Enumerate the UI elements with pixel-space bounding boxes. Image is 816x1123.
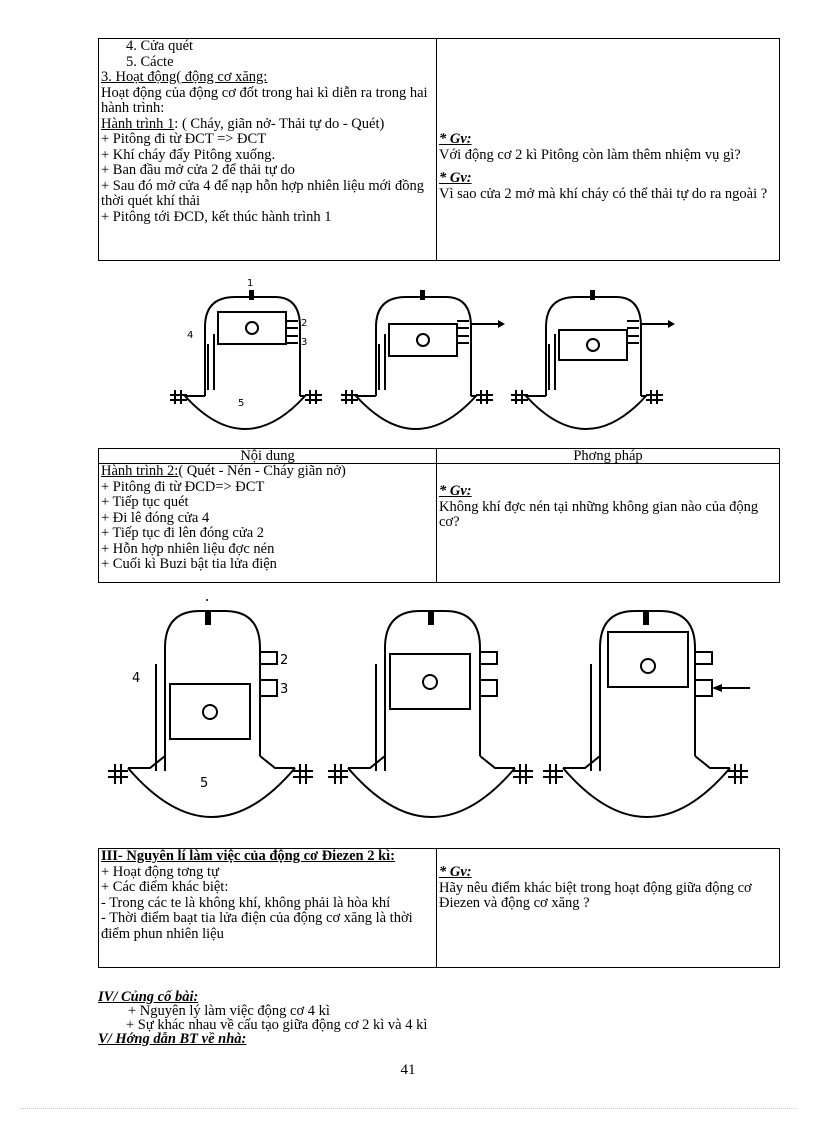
engine-figure-2 bbox=[0, 596, 816, 840]
stroke-label: Hành trình 1 bbox=[101, 115, 175, 132]
page-number: 41 bbox=[400, 1062, 416, 1078]
list-item: + Tiếp tục đi lên đóng cửa 2 bbox=[101, 525, 265, 541]
footer-divider bbox=[20, 1108, 796, 1109]
part-label: 3 bbox=[301, 337, 308, 348]
list-item: + Sự khác nhau về cấu tạo giữa động cơ 2 kì và 4 kì bbox=[126, 1017, 428, 1033]
engine-diagram-small bbox=[0, 272, 816, 442]
teacher-label: * Gv: bbox=[439, 170, 472, 186]
stroke-phases: : ( Cháy, giãn nở- Thải tự do - Quét) bbox=[174, 115, 385, 132]
engine-d bbox=[108, 611, 313, 817]
teacher-question: Không khí đợc nén tại những không gian nào của động cơ? bbox=[439, 498, 762, 530]
engine-b bbox=[341, 297, 498, 429]
content-table-3 bbox=[98, 848, 780, 968]
method-cell bbox=[437, 464, 780, 583]
column-header: Nội dung bbox=[99, 449, 437, 464]
engine-figure-1 bbox=[0, 272, 816, 442]
stroke-description bbox=[101, 464, 434, 480]
list-item: + Hỗn hợp nhiên liệu đợc nén bbox=[101, 540, 275, 557]
part-label: 4 bbox=[187, 330, 194, 341]
teacher-label: * Gv: bbox=[439, 483, 472, 499]
list-item: - Thời điểm baạt tia lửa điện của động cơ xăng là thời điểm phun nhiên liệu bbox=[101, 910, 417, 942]
part-label: 5 bbox=[238, 398, 245, 409]
list-item: + Các điểm khác biệt: bbox=[101, 879, 229, 895]
column-header: Phơng pháp bbox=[437, 449, 780, 464]
engine-diagram-large bbox=[0, 596, 816, 840]
list-item: + Pitông tới ĐCD, kết thúc hành trình 1 bbox=[101, 208, 332, 225]
list-item: + Pitông đi từ ĐCD=> ĐCT bbox=[101, 478, 265, 495]
engine-e bbox=[328, 611, 533, 817]
teacher-label: * Gv: bbox=[439, 864, 472, 880]
list-item: + Cuối kì Buzi bật tia lửa điện bbox=[101, 556, 277, 572]
teacher-question: Vì sao cửa 2 mở mà khí cháy có thể thải tự do ra ngoài ? bbox=[439, 185, 768, 202]
section-heading: 3. Hoạt động( động cơ xăng: bbox=[101, 69, 268, 85]
content-cell bbox=[99, 464, 437, 583]
content-cell bbox=[99, 849, 437, 968]
part-label: 2 bbox=[301, 318, 308, 329]
review-section bbox=[98, 990, 778, 1046]
part-label: 3 bbox=[280, 682, 289, 697]
list-item: 4. Cửa quét bbox=[126, 38, 194, 54]
engine-c bbox=[511, 297, 668, 429]
list-item: + Pitông đi từ ĐCT => ĐCT bbox=[101, 131, 267, 147]
list-item: + Nguyên lý làm việc động cơ 4 kì bbox=[128, 1003, 330, 1019]
stroke-phases: ( Quét - Nén - Cháy giãn nở) bbox=[178, 463, 346, 479]
list-item: + Ban đầu mở cửa 2 để thải tự do bbox=[101, 162, 295, 178]
engine-a bbox=[170, 297, 322, 429]
teacher-label: * Gv: bbox=[439, 131, 472, 147]
part-label: 4 bbox=[132, 671, 141, 686]
stroke-label: Hành trình 2: bbox=[101, 463, 179, 479]
method-cell bbox=[437, 849, 780, 968]
teacher-question: Với động cơ 2 kì Pitông còn làm thêm nhiệm vụ gì? bbox=[439, 146, 741, 163]
list-item: - Trong các te là không khí, không phải là hòa khí bbox=[101, 894, 391, 911]
section-heading: III- Nguyên lí làm việc của động cơ Điezen 2 kì: bbox=[101, 848, 395, 864]
paragraph: Hoạt động của động cơ đốt trong hai kì diễn ra trong hai hành trình: bbox=[101, 84, 432, 116]
section-title: V/ Hớng dẫn BT về nhà: bbox=[98, 1031, 247, 1047]
list-item: 5. Cácte bbox=[126, 53, 174, 70]
part-label: 1 bbox=[247, 278, 254, 289]
list-item: + Sau đó mở cửa 4 để nạp hỗn hợp nhiên liệu mới đồng thời quét khí thải bbox=[101, 177, 428, 209]
list-item: + Đi lê đóng cửa 4 bbox=[101, 509, 210, 526]
list-item: + Khí cháy đẩy Pitông xuống. bbox=[101, 146, 276, 163]
content-cell bbox=[99, 39, 437, 261]
list-item: + Hoạt động tơng tự bbox=[101, 863, 219, 880]
engine-f bbox=[543, 611, 750, 817]
method-cell bbox=[437, 39, 780, 261]
section-title: IV/ Củng cố bài: bbox=[98, 989, 199, 1005]
part-label: 2 bbox=[280, 653, 289, 668]
list-item: + Tiếp tục quét bbox=[101, 494, 189, 510]
teacher-question: Hãy nêu điểm khác biệt trong hoạt động giữa động cơ Điezen và động cơ xăng ? bbox=[439, 879, 756, 911]
content-table-1 bbox=[98, 38, 780, 261]
part-label: 5 bbox=[200, 776, 209, 791]
stroke-description bbox=[101, 117, 434, 133]
content-table-2 bbox=[98, 448, 780, 583]
